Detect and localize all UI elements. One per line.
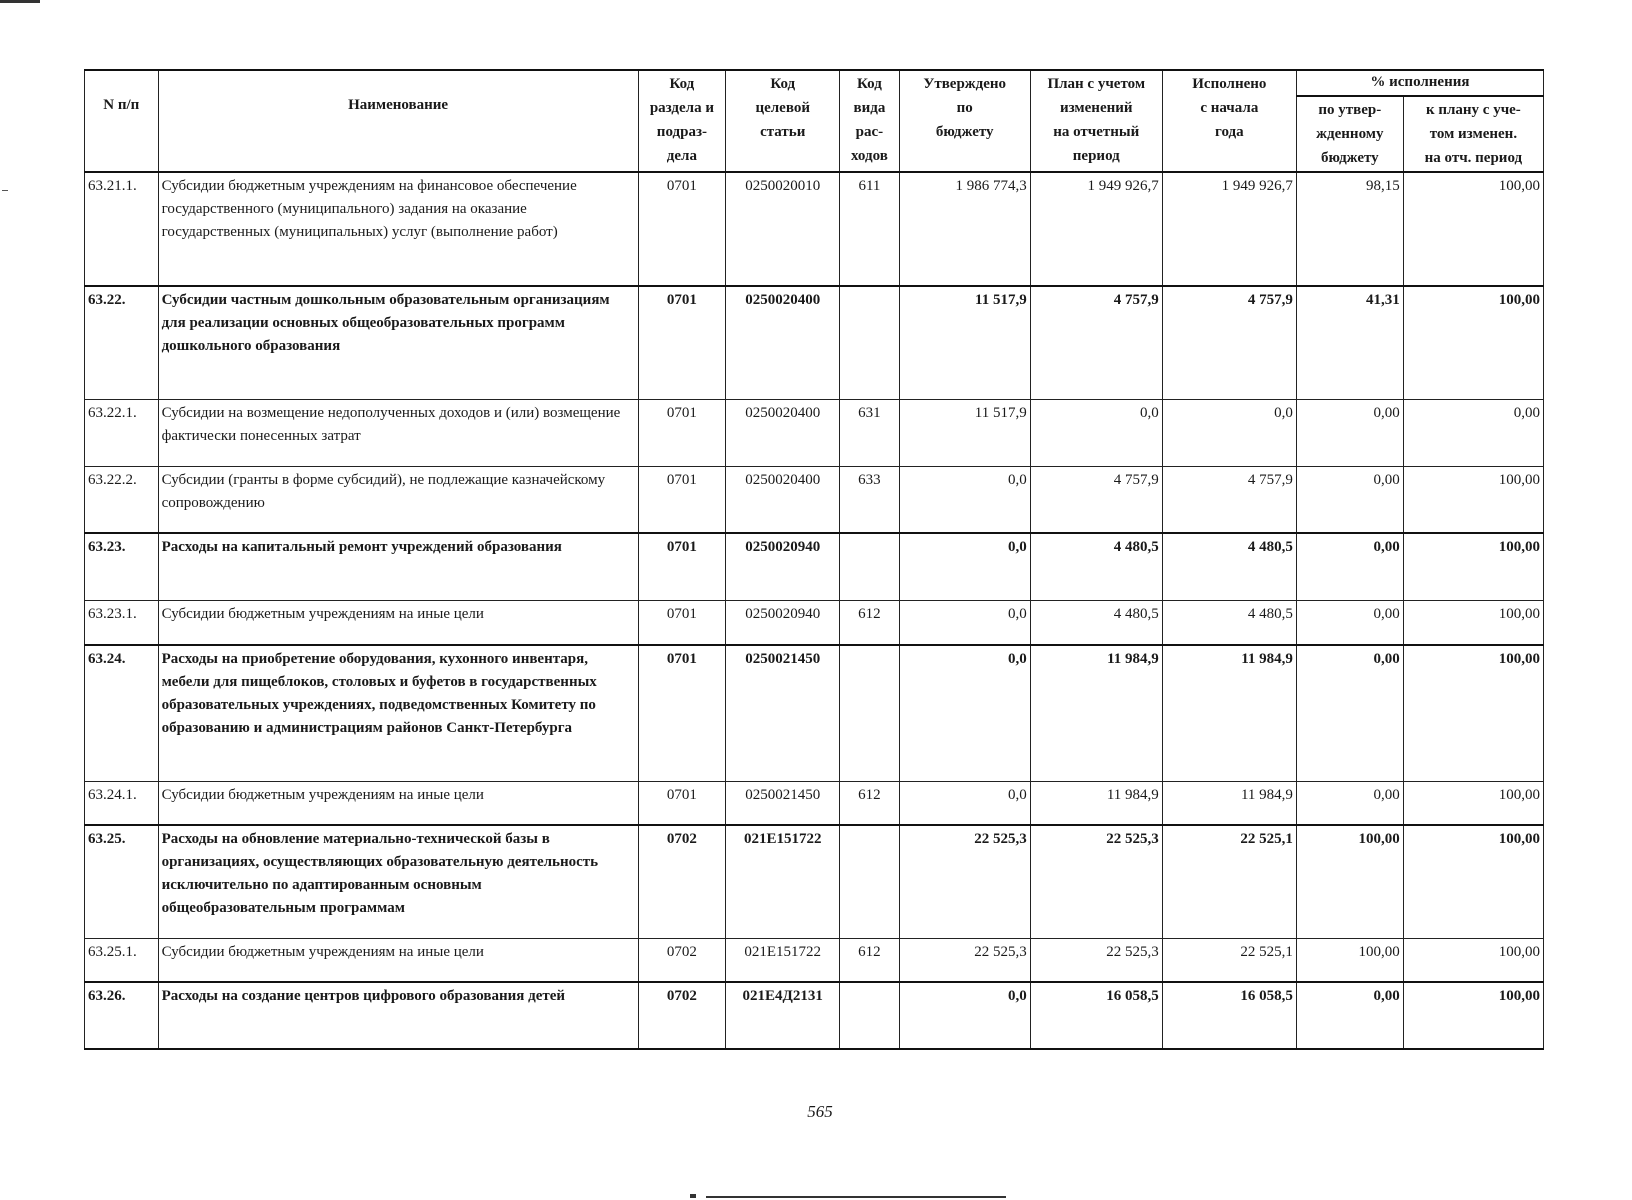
table-row (85, 533, 1544, 600)
row-pct-utv: 0,00 (1296, 982, 1403, 1049)
header-vid (840, 70, 899, 172)
row-pct-plan: 100,00 (1403, 533, 1543, 600)
header-isp-line-1: Исполнено (1192, 76, 1267, 92)
row-name: Расходы на приобретение оборудования, кухонного инвентаря, мебели для пищеблоков, столовых и буфетов в государственных образовательных учреждениях, подведомственных Комитету по образованию и администрациям районов Санкт-Петербурга (158, 645, 638, 781)
row-cel: 0250020400 (726, 399, 840, 466)
row-pct-utv: 41,31 (1296, 286, 1403, 399)
table-row (85, 600, 1544, 645)
row-utv: 0,0 (899, 600, 1030, 645)
row-utv: 22 525,3 (899, 825, 1030, 938)
row-utv: 0,0 (899, 781, 1030, 825)
row-vid (840, 286, 899, 399)
row-pct-plan: 0,00 (1403, 399, 1543, 466)
row-utv: 1 986 774,3 (899, 172, 1030, 286)
header-pct-plan-line-3: на отч. период (1424, 150, 1523, 166)
row-cel: 0250020400 (726, 286, 840, 399)
row-pct-plan: 100,00 (1403, 825, 1543, 938)
row-pct-plan: 100,00 (1403, 781, 1543, 825)
header-vid-line-2: вида (853, 100, 886, 116)
header-pct-plan (1403, 96, 1543, 172)
footer-mark (690, 1194, 696, 1198)
table-row (85, 466, 1544, 533)
row-razd: 0701 (638, 286, 726, 399)
row-vid: 633 (840, 466, 899, 533)
header-plan-line-2: изменений (1059, 100, 1133, 116)
header-vid-line-1: Код (857, 76, 882, 92)
row-plan: 22 525,3 (1030, 825, 1162, 938)
row-plan: 4 757,9 (1030, 286, 1162, 399)
row-name: Субсидии бюджетным учреждениям на иные цели (158, 600, 638, 645)
row-razd: 0701 (638, 781, 726, 825)
header-isp (1162, 70, 1296, 172)
row-isp: 1 949 926,7 (1162, 172, 1296, 286)
table-row (85, 938, 1544, 982)
row-pct-utv: 100,00 (1296, 825, 1403, 938)
row-name: Субсидии (гранты в форме субсидий), не подлежащие казначейскому сопровождению (158, 466, 638, 533)
row-razd: 0701 (638, 172, 726, 286)
header-pct-plan-line-1: к плану с уче- (1425, 102, 1521, 118)
row-name: Расходы на обновление материально-технической базы в организациях, осуществляющих образовательную деятельность исключительно по адаптированным основным общеобразовательным программам (158, 825, 638, 938)
row-isp: 11 984,9 (1162, 645, 1296, 781)
row-pct-utv: 98,15 (1296, 172, 1403, 286)
header-plan-line-1: План с учетом (1047, 76, 1146, 92)
row-pct-utv: 0,00 (1296, 645, 1403, 781)
header-num: N п/п (85, 70, 159, 172)
row-cel: 0250020010 (726, 172, 840, 286)
row-num: 63.25.1. (85, 938, 159, 982)
row-isp: 4 757,9 (1162, 466, 1296, 533)
table-header (85, 70, 1544, 172)
row-utv: 0,0 (899, 533, 1030, 600)
row-name: Расходы на капитальный ремонт учреждений образования (158, 533, 638, 600)
row-vid: 611 (840, 172, 899, 286)
row-plan: 4 480,5 (1030, 600, 1162, 645)
row-utv: 0,0 (899, 645, 1030, 781)
budget-execution-table (84, 69, 1544, 1050)
header-utv-line-3: бюджету (935, 124, 994, 140)
header-name: Наименование (158, 70, 638, 172)
table-row (85, 825, 1544, 938)
row-cel: 021Е4Д2131 (726, 982, 840, 1049)
header-cel-line-2: целевой (755, 100, 810, 116)
row-isp: 22 525,1 (1162, 938, 1296, 982)
row-num: 63.24. (85, 645, 159, 781)
row-cel: 0250021450 (726, 645, 840, 781)
header-plan-line-4: период (1072, 148, 1120, 164)
row-vid (840, 825, 899, 938)
row-num: 63.22.2. (85, 466, 159, 533)
row-isp: 0,0 (1162, 399, 1296, 466)
row-name: Субсидии на возмещение недополученных доходов и (или) возмещение фактически понесенных затрат (158, 399, 638, 466)
row-plan: 16 058,5 (1030, 982, 1162, 1049)
table-row (85, 172, 1544, 286)
row-isp: 4 757,9 (1162, 286, 1296, 399)
header-plan (1030, 70, 1162, 172)
row-cel: 0250020940 (726, 533, 840, 600)
row-isp: 22 525,1 (1162, 825, 1296, 938)
table-row (85, 286, 1544, 399)
row-vid: 612 (840, 600, 899, 645)
row-pct-utv: 0,00 (1296, 466, 1403, 533)
row-vid: 631 (840, 399, 899, 466)
row-pct-plan: 100,00 (1403, 982, 1543, 1049)
row-isp: 4 480,5 (1162, 600, 1296, 645)
row-pct-plan: 100,00 (1403, 286, 1543, 399)
row-plan: 4 480,5 (1030, 533, 1162, 600)
page-number: 565 (807, 1102, 833, 1121)
row-razd: 0701 (638, 533, 726, 600)
header-razd (638, 70, 726, 172)
row-utv: 22 525,3 (899, 938, 1030, 982)
row-isp: 4 480,5 (1162, 533, 1296, 600)
row-utv: 0,0 (899, 466, 1030, 533)
row-num: 63.26. (85, 982, 159, 1049)
scan-corner-mark (0, 0, 40, 3)
row-cel: 0250021450 (726, 781, 840, 825)
row-num: 63.23. (85, 533, 159, 600)
row-vid (840, 645, 899, 781)
row-plan: 4 757,9 (1030, 466, 1162, 533)
row-razd: 0701 (638, 645, 726, 781)
footer-rule (706, 1196, 1006, 1198)
row-pct-utv: 100,00 (1296, 938, 1403, 982)
row-name: Субсидии бюджетным учреждениям на иные цели (158, 781, 638, 825)
row-pct-plan: 100,00 (1403, 600, 1543, 645)
header-utv-line-2: по (956, 100, 973, 116)
header-pct-group: % исполнения (1296, 70, 1543, 96)
header-vid-line-4: ходов (851, 148, 888, 164)
row-razd: 0702 (638, 982, 726, 1049)
header-cel-line-1: Код (770, 76, 796, 92)
row-cel: 0250020940 (726, 600, 840, 645)
header-vid-line-3: рас- (855, 124, 884, 140)
row-vid: 612 (840, 938, 899, 982)
row-num: 63.24.1. (85, 781, 159, 825)
row-num: 63.25. (85, 825, 159, 938)
row-cel: 0250020400 (726, 466, 840, 533)
header-isp-line-2: с начала (1200, 100, 1259, 116)
row-utv: 11 517,9 (899, 286, 1030, 399)
table-row (85, 645, 1544, 781)
row-num: 63.22. (85, 286, 159, 399)
header-razd-line-3: подраз- (656, 124, 707, 140)
row-plan: 11 984,9 (1030, 781, 1162, 825)
row-vid (840, 533, 899, 600)
row-num: 63.23.1. (85, 600, 159, 645)
row-name: Субсидии частным дошкольным образовательным организациям для реализации основных общеобразовательных программ дошкольного образования (158, 286, 638, 399)
row-plan: 11 984,9 (1030, 645, 1162, 781)
row-cel: 021Е151722 (726, 825, 840, 938)
scan-margin-tick (2, 190, 8, 191)
header-isp-line-3: года (1215, 124, 1244, 140)
row-plan: 1 949 926,7 (1030, 172, 1162, 286)
header-cel-line-3: статьи (760, 124, 806, 140)
row-isp: 11 984,9 (1162, 781, 1296, 825)
row-pct-utv: 0,00 (1296, 399, 1403, 466)
row-pct-utv: 0,00 (1296, 533, 1403, 600)
row-isp: 16 058,5 (1162, 982, 1296, 1049)
header-pct-plan-line-2: том изменен. (1429, 126, 1518, 142)
header-pct-utv-line-3: бюджету (1320, 150, 1379, 166)
row-num: 63.21.1. (85, 172, 159, 286)
header-utv-line-1: Утверждено (923, 76, 1007, 92)
row-pct-plan: 100,00 (1403, 645, 1543, 781)
row-razd: 0702 (638, 938, 726, 982)
row-name: Субсидии бюджетным учреждениям на иные цели (158, 938, 638, 982)
header-pct-utv (1296, 96, 1403, 172)
row-plan: 22 525,3 (1030, 938, 1162, 982)
row-plan: 0,0 (1030, 399, 1162, 466)
header-pct-utv-line-1: по утвер- (1318, 102, 1382, 118)
table-row (85, 399, 1544, 466)
table-body (85, 172, 1544, 1049)
row-razd: 0701 (638, 466, 726, 533)
header-razd-line-4: дела (666, 148, 697, 164)
table-row (85, 781, 1544, 825)
header-razd-line-2: раздела и (649, 100, 714, 116)
row-cel: 021Е151722 (726, 938, 840, 982)
row-pct-utv: 0,00 (1296, 600, 1403, 645)
header-pct-utv-line-2: жденному (1316, 126, 1384, 142)
row-razd: 0701 (638, 600, 726, 645)
row-vid (840, 982, 899, 1049)
row-utv: 11 517,9 (899, 399, 1030, 466)
row-name: Расходы на создание центров цифрового образования детей (158, 982, 638, 1049)
row-pct-plan: 100,00 (1403, 466, 1543, 533)
row-razd: 0702 (638, 825, 726, 938)
row-pct-plan: 100,00 (1403, 938, 1543, 982)
row-vid: 612 (840, 781, 899, 825)
header-razd-line-1: Код (669, 76, 695, 92)
row-razd: 0701 (638, 399, 726, 466)
row-num: 63.22.1. (85, 399, 159, 466)
row-pct-utv: 0,00 (1296, 781, 1403, 825)
header-plan-line-3: на отчетный (1053, 124, 1140, 140)
table-row (85, 982, 1544, 1049)
row-utv: 0,0 (899, 982, 1030, 1049)
row-name: Субсидии бюджетным учреждениям на финансовое обеспечение государственного (муниципального) задания на оказание государственных (муниципальных) услуг (выполнение работ) (158, 172, 638, 286)
header-cel (726, 70, 840, 172)
row-pct-plan: 100,00 (1403, 172, 1543, 286)
header-utv (899, 70, 1030, 172)
